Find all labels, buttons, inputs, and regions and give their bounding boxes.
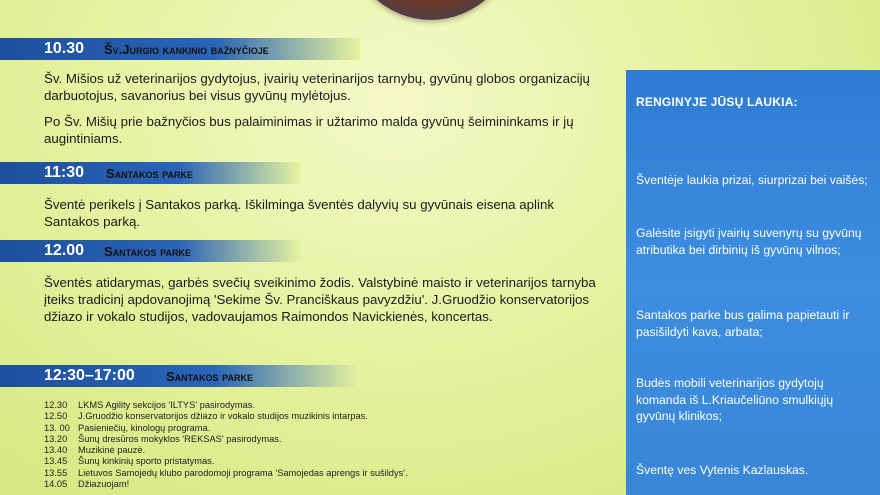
schedule-list — [44, 400, 408, 490]
sidebar-item: Santakos parke bus galima papietauti ir pasišildyti kava, arbata; — [636, 308, 850, 339]
schedule-time: 13.20 — [44, 433, 68, 444]
schedule-text: Šunų kinkinių sporto pristatymas. — [78, 456, 215, 467]
schedule-time: 14.05 — [44, 479, 68, 490]
globe-decoration — [348, 0, 514, 20]
schedule-text: Pasieniečių, kinologų programa. — [78, 422, 211, 433]
schedule-text: J.Gruodžio konservatorijos džiazo ir vokalo studijos muzikinis intarpas. — [78, 411, 368, 422]
schedule-time: 13.40 — [44, 445, 68, 456]
sidebar-item: Budės mobili veterinarijos gydytojų komanda iš L.Kriaučeliūno smulkiųjų gyvūnų klinikos; — [636, 376, 834, 423]
section-place: Šv.Jurgio kankinio bažnyčioje — [104, 42, 269, 57]
schedule-time: 13.55 — [44, 467, 68, 478]
section-time: 12.00 — [44, 242, 85, 259]
section-paragraph: Šv. Mišios už veterinarijos gydytojus, įvairių veterinarijos tarnybų, gyvūnų globos organizacijų darbuotojus, savanorius bei visus gyvūnų mylėtojus. — [44, 71, 590, 103]
section-time: 11:30 — [44, 164, 85, 181]
sidebar-item: Šventėje laukia prizai, siurprizai bei vaišės; — [636, 173, 868, 187]
schedule-text: Muzikinė pauzė. — [78, 445, 146, 456]
schedule-time: 13.45 — [44, 456, 68, 467]
schedule-time: 12.30 — [44, 400, 68, 410]
section-paragraph: Šventės atidarymas, garbės svečių sveikinimo žodis. Valstybinė maisto ir veterinarijos tarnyba įteiks tradicinį apdovanojimą 'Sekime Šv. Pranciškaus pavyzdžiu'. J.Gruodžio konservatorijos džiazo ir vokalo studijos, vadovaujamos Raimondos Navickienės, koncertas. — [44, 275, 596, 324]
schedule-text: LKMS Agility sekcijos 'ILTYS' pasirodymas. — [78, 400, 255, 410]
schedule-text: Džiazuojam! — [78, 479, 130, 490]
schedule-row — [44, 456, 408, 467]
schedule-row — [44, 411, 408, 422]
schedule-row — [44, 434, 408, 445]
section-place: Santakos parke — [166, 369, 253, 384]
section-time: 12:30–17:00 — [44, 367, 135, 384]
schedule-row — [44, 423, 408, 434]
section-place: Santakos parke — [106, 166, 193, 181]
schedule-text: Šunų dresūros mokyklos 'REKSAS' pasirodymas. — [78, 433, 282, 444]
section-paragraph: Po Šv. Mišių prie bažnyčios bus palaiminimas ir užtarimo malda gyvūnų šeimininkams ir jų augintiniams. — [44, 114, 574, 146]
section-place: Santakos parke — [104, 244, 191, 259]
schedule-row — [44, 445, 408, 456]
section-paragraph: Šventė perikels į Santakos parką. Iškilminga šventės dalyvių su gyvūnais eisena aplink Santakos parką. — [44, 197, 554, 229]
schedule-time: 13. 00 — [44, 422, 70, 433]
sidebar-item: Galėsite įsigyti įvairių suvenyrų su gyvūnų atributika bei dirbinių iš gyvūnų vilnos; — [636, 226, 862, 257]
schedule-row — [44, 479, 408, 490]
section-time: 10.30 — [44, 40, 85, 57]
sidebar-item: Šventę ves Vytenis Kazlauskas. — [636, 463, 809, 477]
schedule-row — [44, 400, 408, 411]
schedule-row — [44, 468, 408, 479]
sidebar-heading: RENGINYJE JŪSŲ LAUKIA: — [636, 95, 798, 109]
schedule-time: 12.50 — [44, 411, 68, 422]
info-sidebar — [626, 70, 880, 495]
schedule-text: Lietuvos Samojedų klubo parodomoji programa 'Samojedas aprengs ir sušildys'. — [78, 467, 408, 478]
